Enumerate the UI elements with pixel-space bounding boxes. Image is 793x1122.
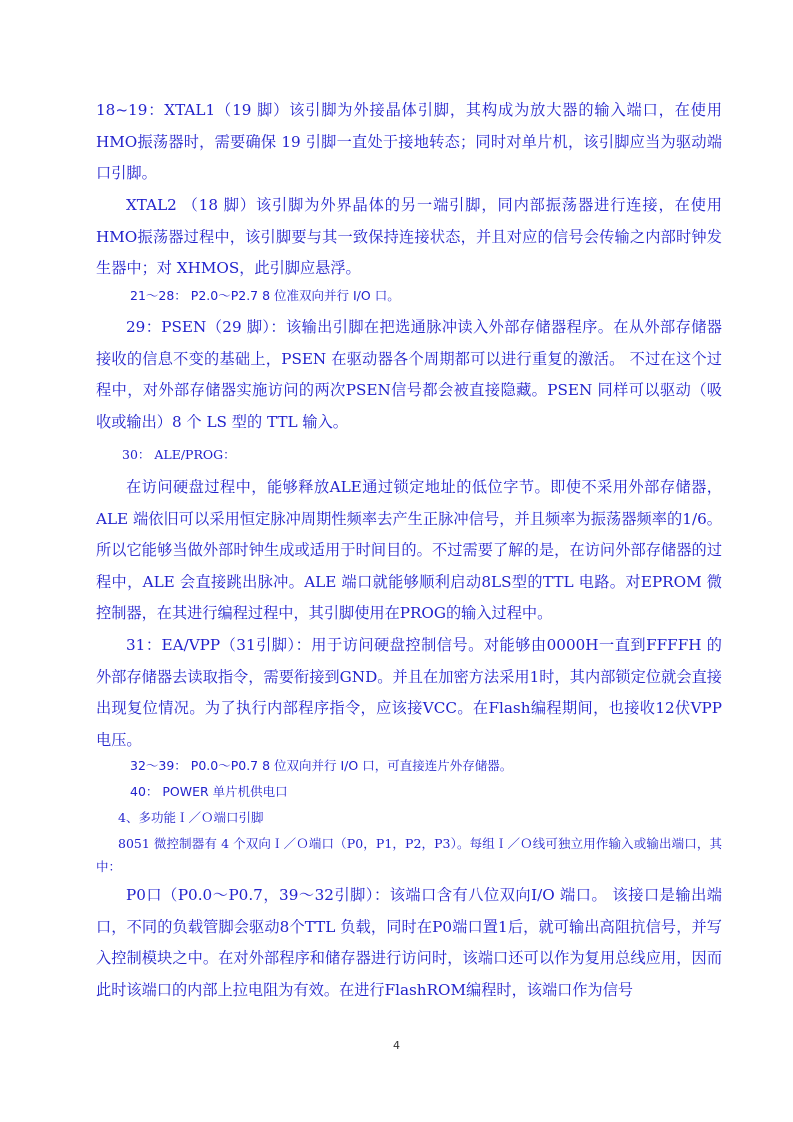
- paragraph-ale-body: 在访问硬盘过程中，能够释放ALE通过锁定地址的低位字节。即使不采用外部存储器，ALE 端依旧可以采用恒定脉冲周期性频率去产生正脉冲信号，并且频率为振荡器频率的1/6。所以它能够当做外部时钟生成或适用于时间目的。不过需要了解的是，在访问外部存储器的过程中，ALE 会直接跳出脉冲。ALE 端口就能够顺利启动8LS型的TTL 电路。对EPROM 微控制器，在其进行编程过程中，其引脚使用在PROG的输入过程中。: [96, 478, 722, 622]
- section-heading-io-ports: 4、多功能Ｉ／Ｏ端口引脚: [118, 810, 264, 825]
- page-number: 4: [393, 1039, 400, 1052]
- paragraph-xtal1: 18~19：XTAL1（19 脚）该引脚为外接晶体引脚，其构成为放大器的输入端口，在使用HMO振荡器时，需要确保 19 引脚一直处于接地转态；同时对单片机，该引脚应当为驱动端口引脚。: [96, 101, 722, 182]
- paragraph-power: 40： POWER 单片机供电口: [130, 784, 288, 799]
- paragraph-p0-port: 32～39： P0.0～P0.7 8 位双向并行 I/O 口，可直接连片外存储器。: [130, 758, 513, 773]
- paragraph-ea-vpp: 31：EA/VPP（31引脚）：用于访问硬盘控制信号。对能够由0000H一直到FFFFH 的外部存储器去读取指令，需要衔接到GND。并且在加密方法采用1时，其内部锁定位就会直接出现复位情况。为了执行内部程序指令，应该接VCC。在Flash编程期间，也接收12伏VPP电压。: [96, 636, 722, 749]
- paragraph-psen: 29：PSEN（29 脚）：该输出引脚在把选通脉冲读入外部存储器程序。在从外部存储器接收的信息不变的基础上，PSEN 在驱动器各个周期都可以进行重复的激活。 不过在这个过程中，对外部存储器实施访问的两次PSEN信号都会被直接隐藏。PSEN 同样可以驱动（吸收或输出）8 个 LS 型的 TTL 输入。: [96, 318, 722, 431]
- paragraph-ale-heading: 30： ALE/PROG：: [122, 447, 236, 462]
- paragraph-8051-ports: 8051 微控制器有 4 个双向Ｉ／Ｏ端口（P0，P1，P2，P3）。每组Ｉ／Ｏ线可独立用作输入或输出端口，其中：: [96, 836, 722, 874]
- paragraph-xtal2: XTAL2 （18 脚）该引脚为外界晶体的另一端引脚，同内部振荡器进行连接，在使用HMO振荡器过程中，该引脚要与其一致保持连接状态，并且对应的信号会传输之内部时钟发生器中；对 XHMOS，此引脚应悬浮。: [96, 196, 722, 277]
- paragraph-p0-description: P0口（P0.0～P0.7，39～32引脚）：该端口含有八位双向I/O 端口。 该接口是输出端口，不同的负载管脚会驱动8个TTL 负载，同时在P0端口置1后，就可输出高阻抗信号，并写入控制模块之中。在对外部程序和储存器进行访问时，该端口还可以作为复用总线应用，因而此时该端口的内部上拉电阻为有效。在进行FlashROM编程时，该端口作为信号: [96, 886, 722, 999]
- paragraph-p2-port: 21～28： P2.0～P2.7 8 位准双向并行 I/O 口。: [130, 288, 400, 303]
